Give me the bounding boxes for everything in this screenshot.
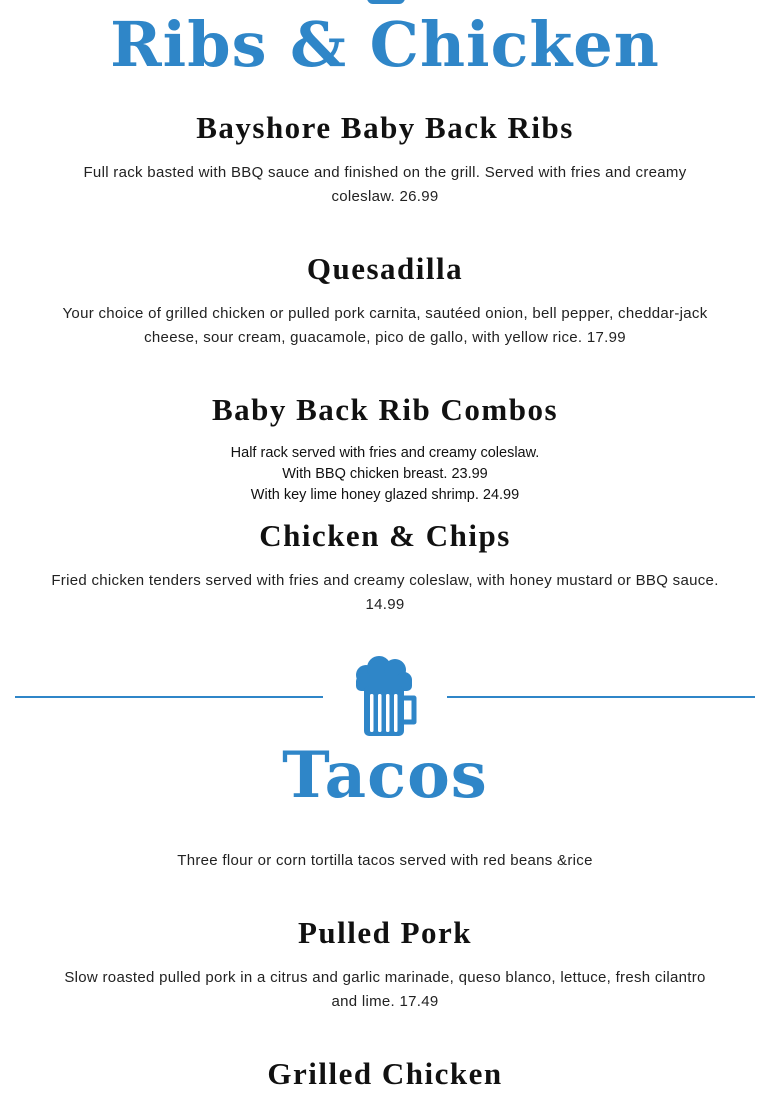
menu-item-title: Pulled Pork bbox=[297, 915, 473, 950]
divider-right bbox=[447, 696, 755, 698]
divider-left bbox=[15, 696, 323, 698]
menu-item-title: Quesadilla bbox=[306, 251, 464, 286]
section-title-ribs-chicken: Ribs & Chicken bbox=[110, 8, 660, 81]
menu-item-description: Fried chicken tenders served with fries and creamy coleslaw, with honey mustard or BBQ sauce. 14.99 bbox=[51, 572, 719, 613]
menu-item-title: Bayshore Baby Back Ribs bbox=[196, 110, 574, 145]
combo-line: Half rack served with fries and creamy coleslaw. bbox=[230, 445, 540, 461]
combo-line: With BBQ chicken breast. 23.99 bbox=[282, 466, 488, 482]
previous-section-icon-fragment bbox=[367, 0, 405, 4]
menu-item-title: Grilled Chicken bbox=[267, 1056, 503, 1091]
menu-item-description: Your choice of grilled chicken or pulled pork carnita, sautéed onion, bell pepper, cheddar-jack cheese, sour cream, guacamole, pico de gallo, with yellow rice. 17.99 bbox=[62, 305, 708, 346]
menu-item-description: Full rack basted with BBQ sauce and finished on the grill. Served with fries and creamy coleslaw. 26.99 bbox=[83, 164, 687, 205]
menu-item-description: Slow roasted pulled pork in a citrus and garlic marinade, queso blanco, lettuce, fresh cilantro and lime. 17.49 bbox=[64, 969, 706, 1010]
section-title-tacos: Tacos bbox=[282, 738, 488, 813]
menu-item-title: Baby Back Rib Combos bbox=[211, 392, 559, 427]
section-intro: Three flour or corn tortilla tacos served with red beans &rice bbox=[177, 852, 593, 869]
menu-item-title: Chicken & Chips bbox=[259, 518, 511, 553]
combo-line: With key lime honey glazed shrimp. 24.99 bbox=[250, 487, 520, 503]
beer-mug-icon bbox=[352, 656, 418, 738]
